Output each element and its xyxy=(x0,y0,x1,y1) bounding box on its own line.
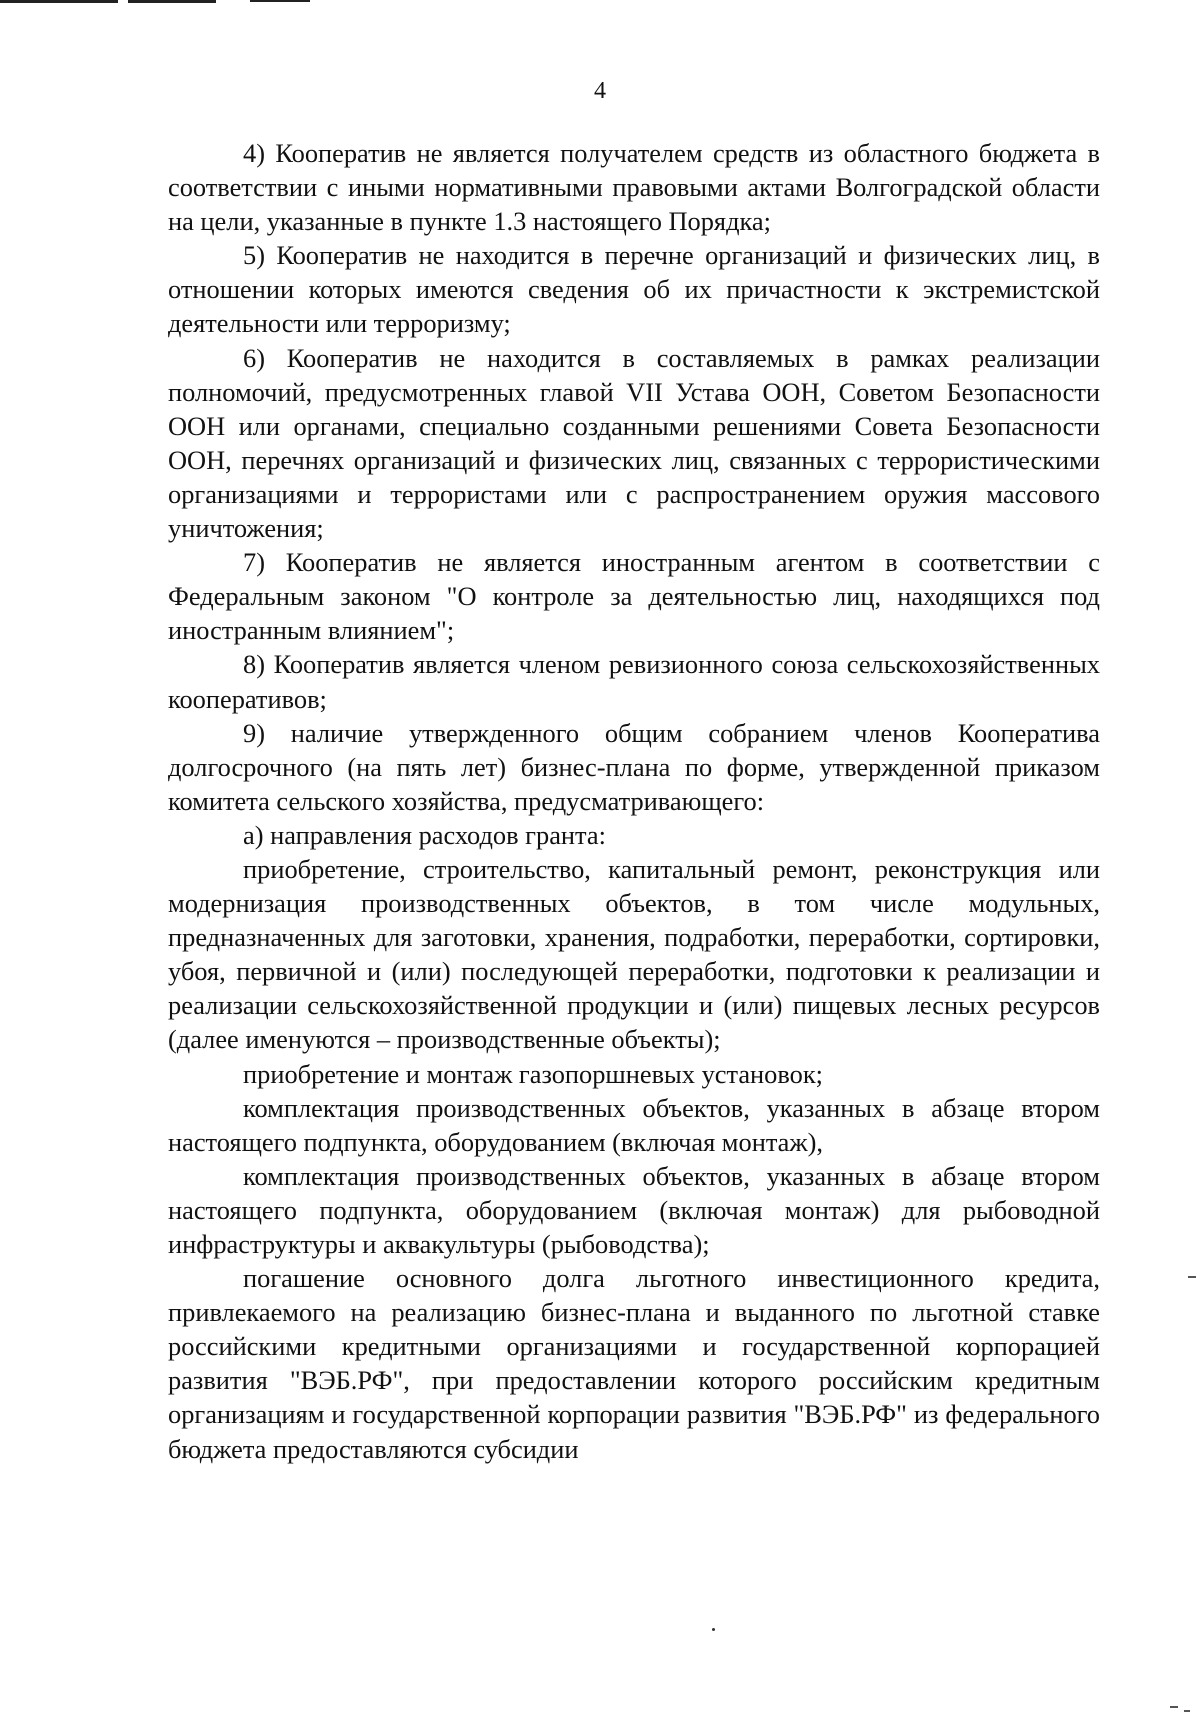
paragraph-item-8: 8) Кооператив является членом ревизионного союза сельскохозяйственных кооперативов; xyxy=(168,649,1100,714)
paragraph-subitem-a: а) направления расходов гранта: xyxy=(243,819,606,850)
paragraph-grant-expense-3: комплектация производственных объектов, указанных в абзаце втором настоящего подпункта, оборудованием (включая монтаж), xyxy=(168,1092,1100,1157)
paragraph-item-6: 6) Кооператив не находится в составляемых в рамках реализации полномочий, предусмотренных главой VII Устава ООН, Советом Безопасности ООН или органами, специально созданными решениями Совета Безопасности ООН, перечнях организаций и физических лиц, связанных с террористическими организациями и террористами или с распространением оружия массового уничтожения; xyxy=(168,342,1100,544)
scan-speck xyxy=(712,1628,715,1631)
scan-edge-mark xyxy=(1184,1710,1190,1712)
paragraph-grant-expense-4: комплектация производственных объектов, указанных в абзаце втором настоящего подпункта, оборудованием (включая монтаж) для рыбоводной инфраструктуры и аквакультуры (рыбоводства); xyxy=(168,1160,1100,1259)
paragraph-item-9: 9) наличие утвержденного общим собранием членов Кооператива долгосрочного (на пять лет) бизнес-плана по форме, утвержденной приказом комитета сельского хозяйства, предусматривающего: xyxy=(168,717,1100,816)
scan-edge-mark xyxy=(1188,1276,1196,1278)
document-body xyxy=(168,136,1100,1466)
scan-artifact-line xyxy=(128,0,216,3)
scan-edge-mark xyxy=(1170,1706,1178,1708)
paragraph-grant-expense-1: приобретение, строительство, капитальный ремонт, реконструкция или модернизация производственных объектов, в том числе модульных, предназначенных для заготовки, хранения, подработки, переработки, сортировки, убоя, первичной и (или) последующей переработки, подготовки к реализации и реализации сельскохозяйственной продукции и (или) пищевых лесных ресурсов (далее именуются – производственные объекты); xyxy=(168,853,1100,1055)
paragraph-item-7: 7) Кооператив не является иностранным агентом в соответствии с Федеральным законом "О контроле за деятельностью лиц, находящихся под иностранным влиянием"; xyxy=(168,547,1100,646)
page-number: 4 xyxy=(594,78,606,104)
scan-artifact-line xyxy=(0,0,118,3)
paragraph-grant-expense-2: приобретение и монтаж газопоршневых установок; xyxy=(243,1058,824,1089)
scan-artifact-line xyxy=(250,0,310,2)
paragraph-item-4: 4) Кооператив не является получателем средств из областного бюджета в соответствии с иными нормативными правовыми актами Волгоградской области на цели, указанные в пункте 1.3 настоящего Порядка; xyxy=(168,138,1100,237)
paragraph-item-5: 5) Кооператив не находится в перечне организаций и физических лиц, в отношении которых имеются сведения об их причастности к экстремистской деятельности или терроризму; xyxy=(168,240,1100,339)
paragraph-grant-expense-5: погашение основного долга льготного инвестиционного кредита, привлекаемого на реализацию бизнес-плана и выданного по льготной ставке российскими кредитными организациями и государственной корпорацией развития "ВЭБ.РФ", при предоставлении которого российским кредитным организациям и государственной корпорации развития "ВЭБ.РФ" из федерального бюджета предоставляются субсидии xyxy=(168,1263,1100,1464)
